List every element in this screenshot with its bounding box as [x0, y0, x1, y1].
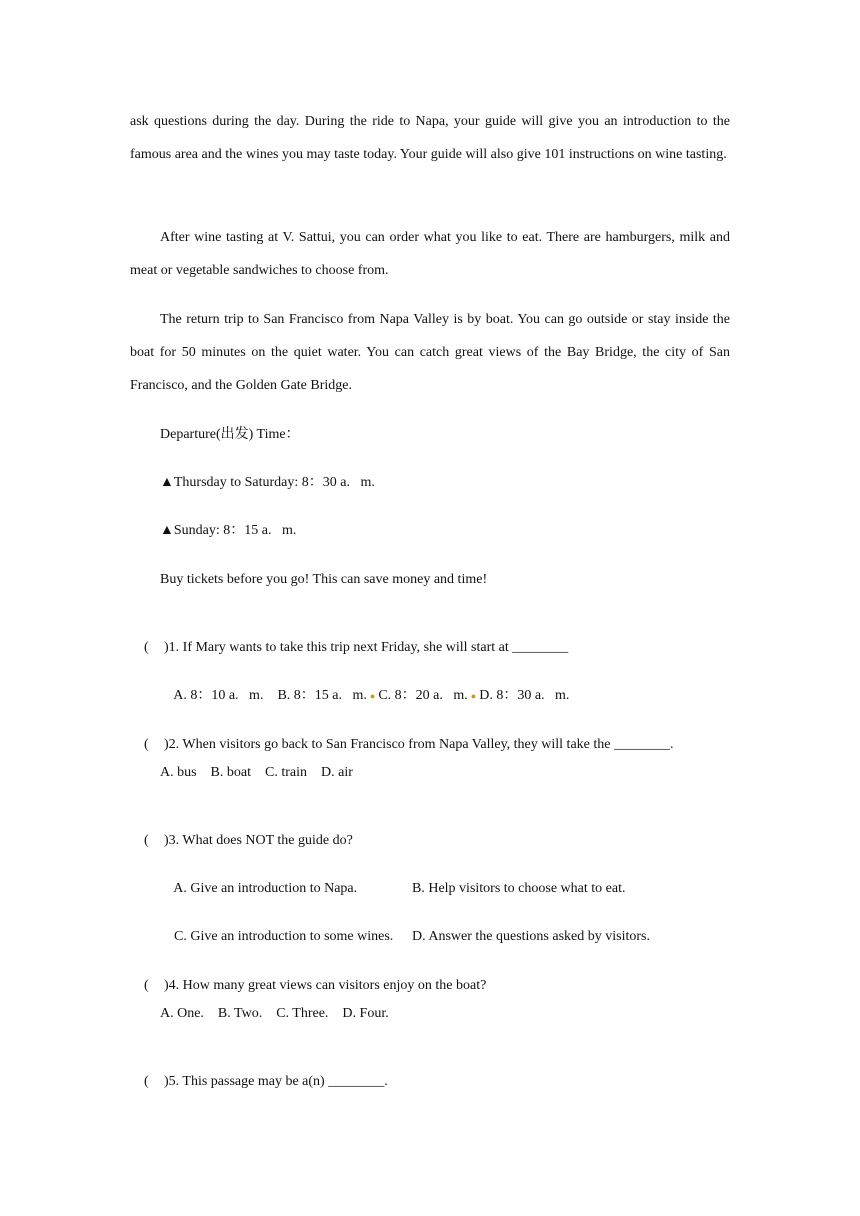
option-d: D. 8：30 a. m.	[479, 688, 570, 703]
departure-heading: Departure(出发) Time：	[160, 427, 300, 442]
answer-blank-paren: (	[144, 640, 149, 655]
answer-blank-paren: (	[144, 1074, 149, 1089]
question-text: )5. This passage may be a(n) ________.	[164, 1074, 388, 1089]
dot-icon: ●	[369, 691, 376, 701]
option-c: C. Give an introduction to some wines.	[174, 929, 394, 944]
answer-blank-paren: (	[144, 833, 149, 848]
dot-icon: ●	[470, 691, 477, 701]
question-text: )2. When visitors go back to San Francisco from Napa Valley, they will take the ________.	[164, 737, 674, 752]
departure-thursday-saturday: ▲Thursday to Saturday: 8：30 a. m.	[160, 475, 375, 490]
paragraph-return-trip: The return trip to San Francisco from Napa Valley is by boat. You can go outside or stay inside the boat for 50 minutes on the quiet water. You can catch great views of the Bay Bridge, the city of San Francisco, and the Golden Gate Bridge.	[130, 312, 730, 393]
option-c: C. 8：20 a. m.	[378, 688, 468, 703]
option-a: A. Give an introduction to Napa.	[173, 881, 358, 896]
ticket-note: Buy tickets before you go! This can save money and time!	[160, 572, 488, 587]
option-d: D. Answer the questions asked by visitors.	[412, 929, 650, 944]
departure-sunday: ▲Sunday: 8：15 a. m.	[160, 523, 297, 538]
option-b: B. Help visitors to choose what to eat.	[412, 881, 626, 896]
question-2-options: A. bus B. boat C. train D. air	[160, 765, 353, 780]
paragraph-guide-intro: ask questions during the day. During the ride to Napa, your guide will give you an introduction to the famous area and the wines you may taste today. Your guide will also give 101 instructions on wine tasting.	[130, 114, 730, 162]
answer-blank-paren: (	[144, 737, 149, 752]
question-text: )1. If Mary wants to take this trip next Friday, she will start at ________	[164, 640, 569, 655]
answer-blank-paren: (	[144, 978, 149, 993]
paragraph-lunch: After wine tasting at V. Sattui, you can order what you like to eat. There are hamburgers, milk and meat or vegetable sandwiches to choose from.	[130, 230, 730, 278]
question-4-options: A. One. B. Two. C. Three. D. Four.	[160, 1006, 389, 1021]
option-a-b: A. 8：10 a. m. B. 8：15 a. m.	[173, 688, 367, 703]
question-text: )3. What does NOT the guide do?	[164, 833, 353, 848]
question-5	[130, 1052, 388, 1112]
question-text: )4. How many great views can visitors enjoy on the boat?	[164, 978, 487, 993]
